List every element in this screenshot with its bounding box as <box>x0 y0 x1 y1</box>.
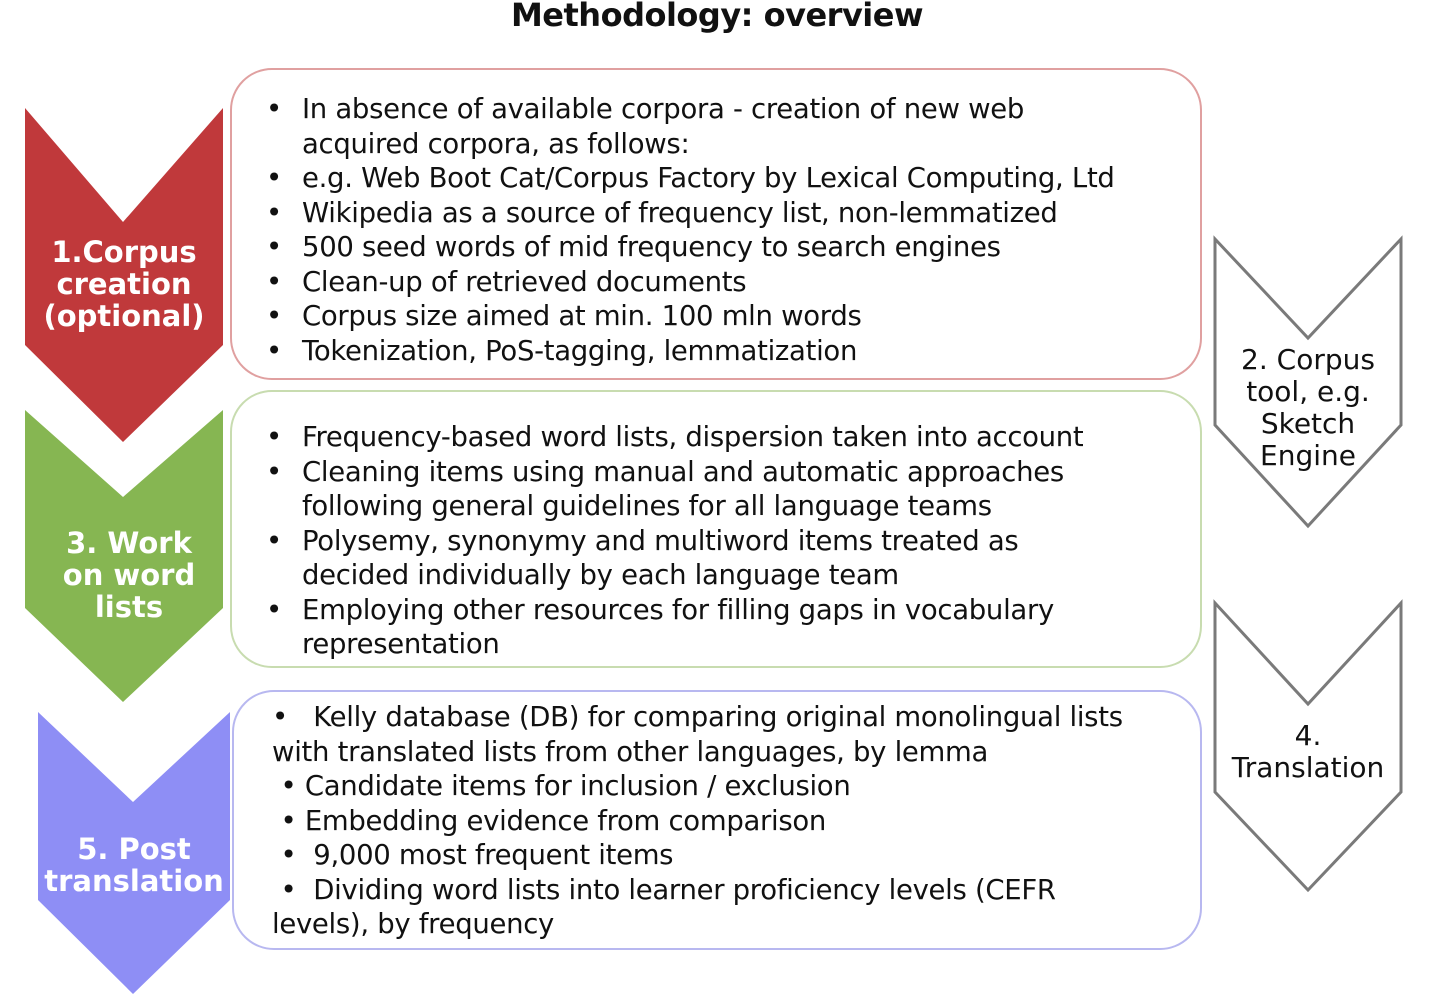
step-5-details-box <box>232 690 1202 950</box>
diagram-title: Methodology: overview <box>510 0 924 34</box>
list-item: • In absence of available corpora - creation of new web acquired corpora, as follows: <box>232 92 1200 161</box>
list-item: • 500 seed words of mid frequency to search engines <box>232 230 1200 265</box>
step-3-bullet-list <box>232 420 1200 662</box>
list-item: • Kelly database (DB) for comparing original monolingual lists with translated lists from other languages, by lemma <box>272 701 1132 768</box>
list-item: • Employing other resources for filling gaps in vocabulary representation <box>232 593 1200 662</box>
list-item: • e.g. Web Boot Cat/Corpus Factory by Lexical Computing, Ltd <box>232 161 1200 196</box>
list-item: • Clean-up of retrieved documents <box>232 265 1200 300</box>
step-5-label: 5. Post translation <box>44 832 224 898</box>
list-item: • Tokenization, PoS-tagging, lemmatization <box>232 334 1200 369</box>
list-item: • Embedding evidence from comparison <box>272 804 827 837</box>
list-item: • 9,000 most frequent items <box>272 839 674 871</box>
list-item: • Dividing word lists into learner proficiency levels (CEFR levels), by frequency <box>272 873 1065 940</box>
step-1-bullet-list <box>232 92 1200 368</box>
step-3-label: 3. Work on word lists <box>62 526 196 624</box>
list-item: • Frequency-based word lists, dispersion taken into account <box>232 420 1200 455</box>
list-item: • Cleaning items using manual and automatic approaches following general guidelines for all language teams <box>232 455 1200 524</box>
list-item: • Candidate items for inclusion / exclusion <box>272 770 851 802</box>
step-1-details-box <box>230 68 1202 380</box>
step-2-label: 2. Corpus tool, e.g. Sketch Engine <box>1241 343 1375 472</box>
step-3-details-box <box>230 390 1202 668</box>
step-4-label: 4. Translation <box>1231 719 1385 784</box>
list-item: • Corpus size aimed at min. 100 mln words <box>232 299 1200 334</box>
step-1-label: 1.Corpus creation (optional) <box>43 235 205 333</box>
step-5-bullet-list <box>272 700 1150 942</box>
list-item: • Wikipedia as a source of frequency list, non-lemmatized <box>232 196 1200 231</box>
list-item: • Polysemy, synonymy and multiword items treated as decided individually by each language team <box>232 524 1200 593</box>
